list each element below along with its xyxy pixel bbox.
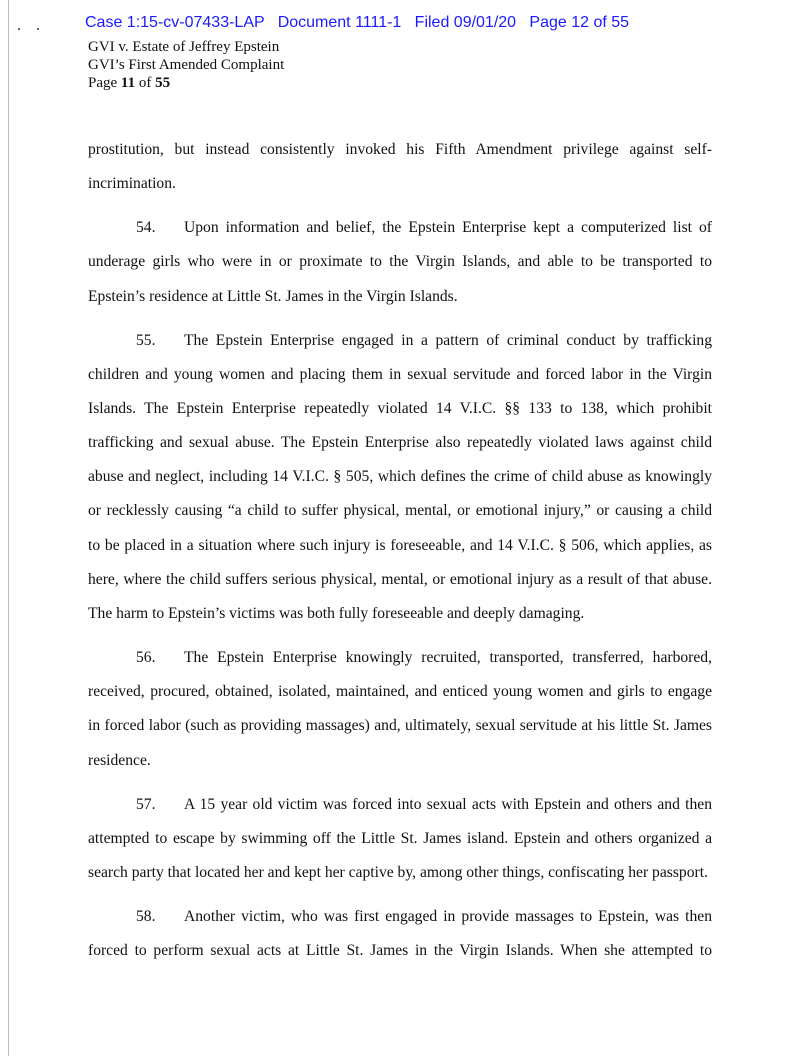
paragraph-number: 55. — [136, 331, 156, 349]
page-edge-line — [8, 0, 9, 1056]
text-line — [88, 856, 712, 890]
line-text: A 15 year old victim was forced into sexual acts with Epstein and others and then — [184, 795, 712, 813]
text-line — [88, 788, 712, 822]
line-text: trafficking and sexual abuse. The Epstein Enterprise also repeatedly violated laws against child — [88, 434, 712, 452]
caption-document-title: GVI’s First Amended Complaint — [88, 57, 285, 73]
line-text: or recklessly causing “a child to suffer physical, mental, or emotional injury,” or causing a child — [88, 502, 712, 520]
line-text: in forced labor (such as providing massages) and, ultimately, sexual servitude at his little St. James — [88, 717, 712, 735]
line-text: The harm to Epstein’s victims was both fully foreseeable and deeply damaging. — [88, 605, 585, 623]
paragraph-number: 54. — [136, 219, 156, 237]
line-text: received, procured, obtained, isolated, maintained, and enticed young women and girls to engage — [88, 683, 712, 701]
line-text: Islands. The Epstein Enterprise repeatedly violated 14 V.I.C. §§ 133 to 138, which prohibit — [88, 399, 712, 417]
text-line — [88, 392, 712, 426]
line-text: children and young women and placing them in sexual servitude and forced labor in the Virgin — [88, 365, 712, 383]
text-line — [88, 324, 712, 358]
scan-mark — [37, 28, 39, 30]
text-line — [88, 245, 712, 279]
text-line — [88, 426, 712, 460]
paragraph-number: 57. — [136, 795, 156, 813]
scan-mark — [18, 28, 20, 30]
page-of: of — [135, 75, 156, 91]
text-line — [88, 934, 712, 968]
line-text: underage girls who were in or proximate to the Virgin Islands, and able to be transported to — [88, 253, 712, 271]
text-line — [88, 900, 712, 934]
line-text: residence. — [88, 751, 151, 769]
text-line — [88, 709, 712, 743]
line-text: attempted to escape by swimming off the Little St. James island. Epstein and others organized a — [88, 829, 712, 847]
continued-paragraph — [88, 133, 712, 201]
line-text: to be placed in a situation where such injury is foreseeable, and 14 V.I.C. § 506, which applies, as — [88, 536, 712, 554]
line-text: Another victim, who was first engaged in provide massages to Epstein, was then — [184, 907, 712, 925]
line-text: Upon information and belief, the Epstein Enterprise kept a computerized list of — [184, 219, 712, 237]
numbered-paragraph — [88, 211, 712, 314]
text-line — [88, 358, 712, 392]
caption-page-number — [88, 74, 284, 92]
text-line — [88, 641, 712, 675]
document-caption — [88, 38, 284, 92]
text-line — [88, 744, 712, 778]
line-text: forced to perform sexual acts at Little St. James in the Virgin Islands. When she attempted to — [88, 942, 712, 960]
numbered-paragraph — [88, 641, 712, 778]
paragraph-number: 58. — [136, 907, 156, 925]
text-line — [88, 675, 712, 709]
line-text: abuse and neglect, including 14 V.I.C. § 505, which defines the crime of child abuse as knowingly — [88, 468, 712, 486]
text-line — [88, 460, 712, 494]
text-line — [88, 494, 712, 528]
line-text: The Epstein Enterprise knowingly recruited, transported, transferred, harbored, — [184, 649, 712, 667]
text-line — [88, 563, 712, 597]
text-line — [88, 597, 712, 631]
text-line — [88, 167, 712, 201]
line-text: incrimination. — [88, 175, 176, 193]
text-line — [88, 211, 712, 245]
numbered-paragraph — [88, 788, 712, 891]
numbered-paragraph — [88, 900, 712, 968]
line-text: here, where the child suffers serious physical, mental, or emotional injury as a result of that abuse. — [88, 570, 712, 588]
caption-case-title: GVI v. Estate of Jeffrey Epstein — [88, 39, 280, 55]
line-text: search party that located her and kept her captive by, among other things, confiscating her passport. — [88, 863, 708, 881]
court-filing-stamp: Case 1:15-cv-07433-LAP Document 1111-1 Filed 09/01/20 Page 12 of 55 — [85, 14, 630, 31]
page-total: 55 — [155, 75, 171, 91]
line-text: Epstein’s residence at Little St. James in the Virgin Islands. — [88, 287, 458, 305]
page-num: 11 — [120, 75, 136, 91]
text-line — [88, 529, 712, 563]
numbered-paragraph — [88, 324, 712, 632]
page-prefix: Page — [88, 75, 121, 91]
text-line — [88, 280, 712, 314]
document-body — [88, 133, 712, 968]
paragraph-number: 56. — [136, 649, 156, 667]
text-line — [88, 822, 712, 856]
text-line — [88, 133, 712, 167]
line-text: The Epstein Enterprise engaged in a pattern of criminal conduct by trafficking — [184, 331, 712, 349]
line-text: prostitution, but instead consistently invoked his Fifth Amendment privilege against self- — [88, 141, 712, 158]
